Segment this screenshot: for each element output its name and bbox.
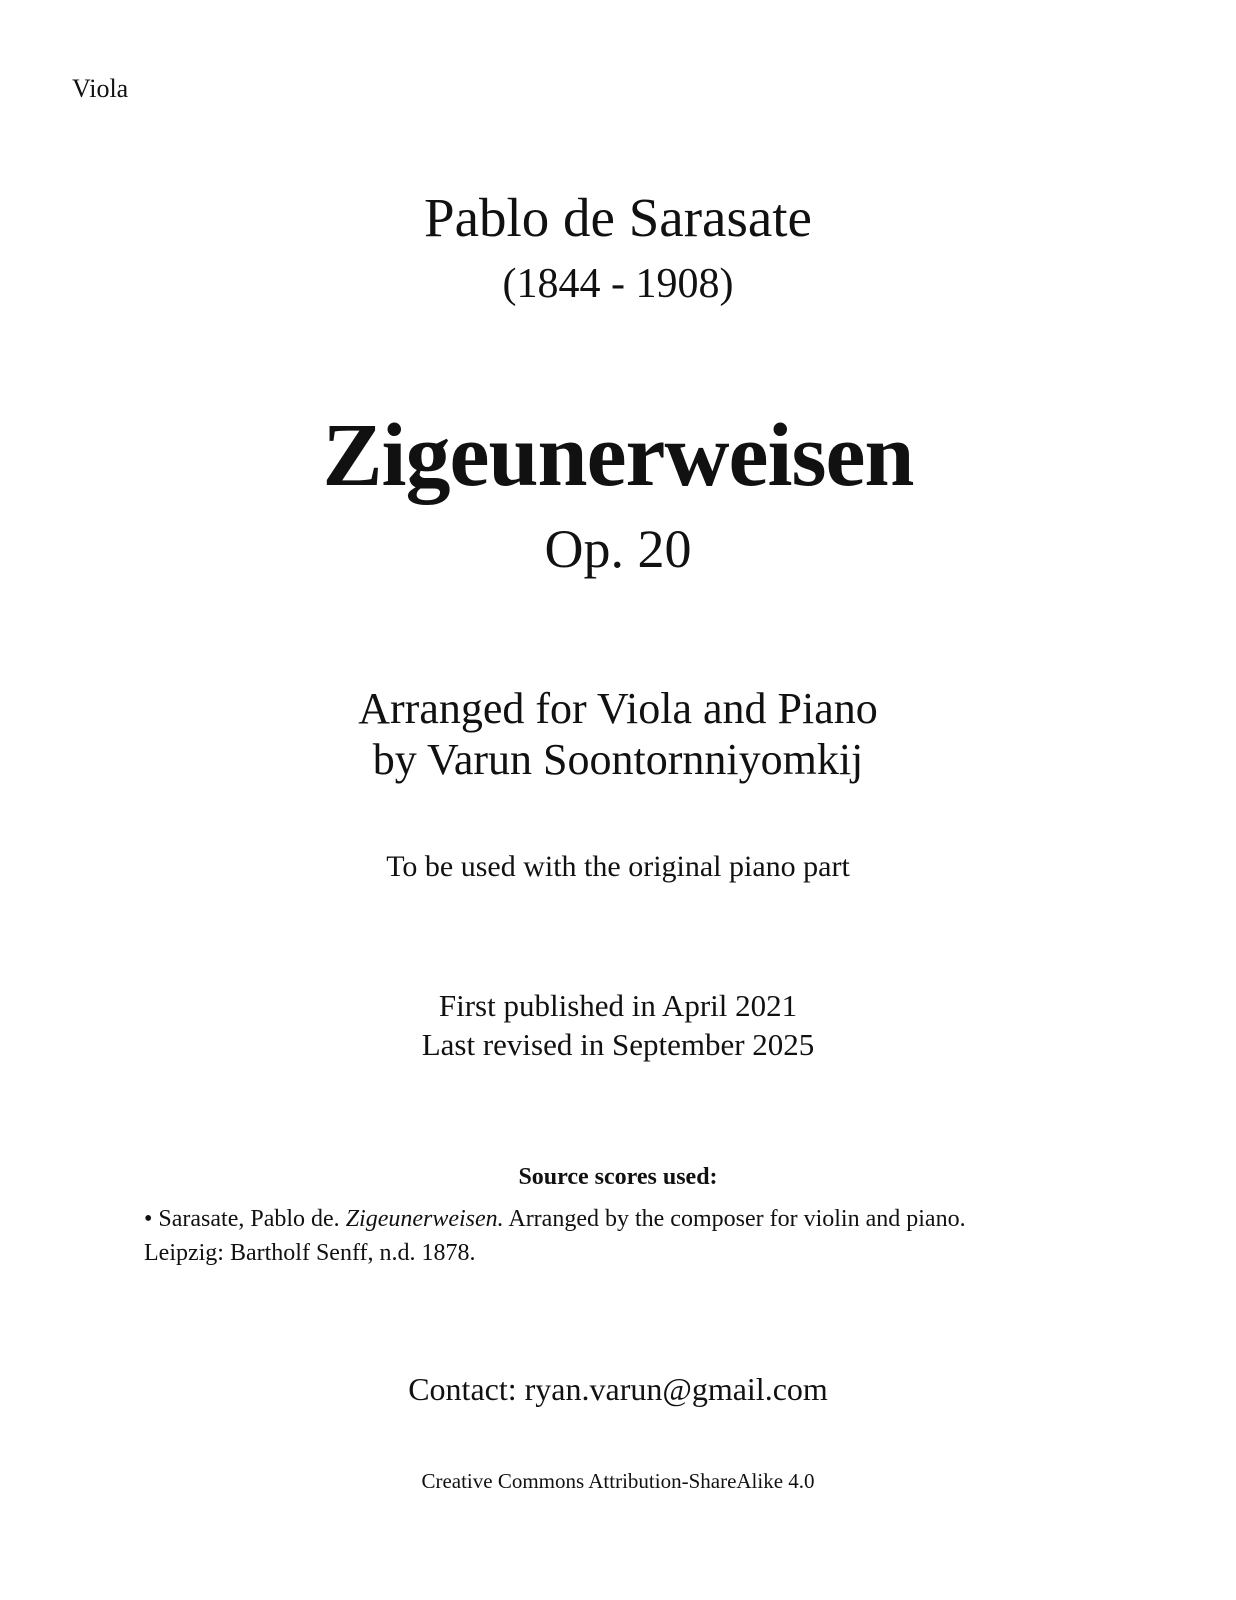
arrangement-line-1: Arranged for Viola and Piano — [358, 684, 878, 733]
work-title: Zigeunerweisen — [322, 406, 914, 505]
composer-dates: (1844 - 1908) — [502, 261, 734, 307]
opus-number: Op. 20 — [544, 519, 692, 579]
contact-email: Contact: ryan.varun@gmail.com — [408, 1371, 828, 1407]
source-title: Zigeunerweisen. — [345, 1206, 504, 1232]
usage-note: To be used with the original piano part — [386, 850, 850, 883]
source-details: Arranged by the composer for violin and piano. Leipzig: Bartholf Senff, n.d. 1878. — [144, 1206, 966, 1266]
part-label: Viola — [72, 74, 129, 103]
source-entry — [144, 1202, 1044, 1270]
source-author: Sarasate, Pablo de. — [158, 1206, 340, 1232]
last-revised: Last revised in September 2025 — [421, 1027, 815, 1062]
first-published: First published in April 2021 — [438, 988, 798, 1023]
sources-heading: Source scores used: — [518, 1164, 718, 1190]
composer-name: Pablo de Sarasate — [424, 187, 812, 248]
license-note: Creative Commons Attribution-ShareAlike 4.0 — [421, 1469, 815, 1493]
arrangement-line-2: by Varun Soontornniyomkij — [372, 735, 864, 784]
bullet: • — [144, 1206, 153, 1232]
